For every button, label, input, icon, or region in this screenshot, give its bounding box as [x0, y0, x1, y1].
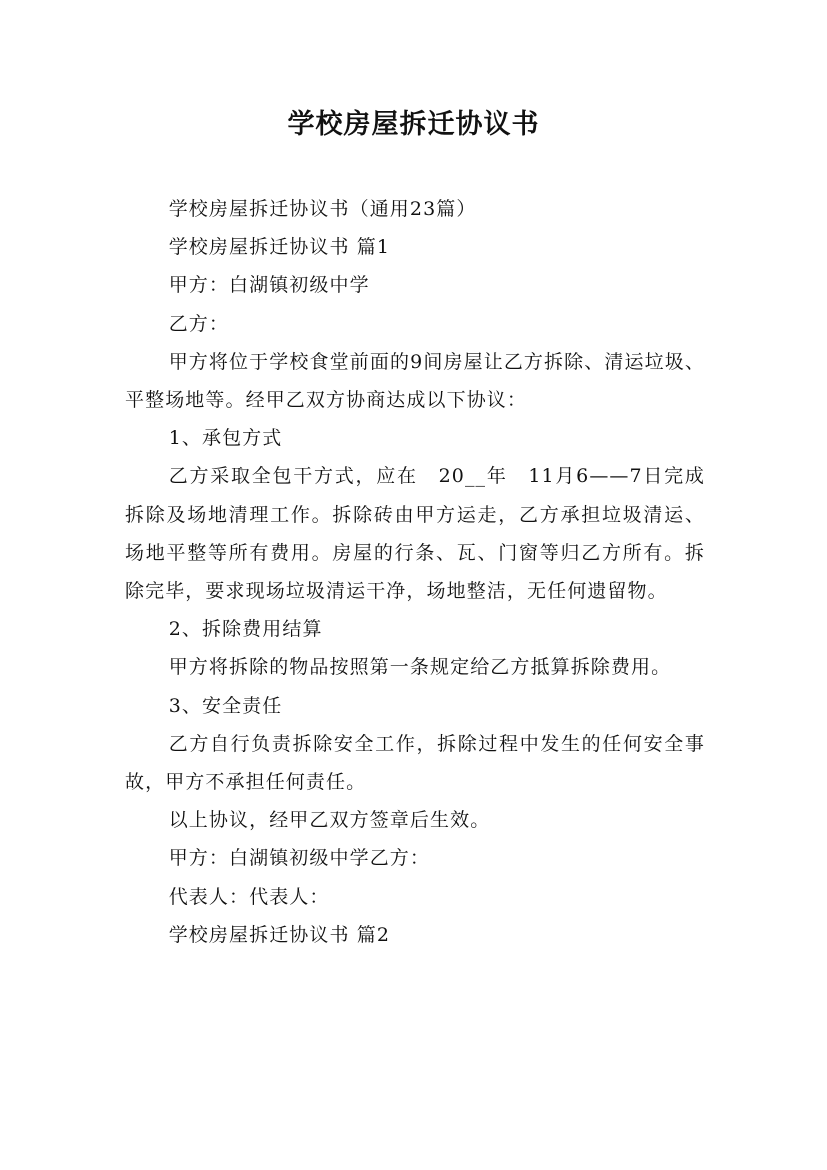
effective-clause: 以上协议，经甲乙双方签章后生效。	[168, 809, 491, 832]
intro-paragraph: 甲方将位于学校食堂前面的9间房屋让乙方拆除、清运垃圾、平整场地等。经甲乙双方协商达成以下协议：	[125, 350, 705, 412]
safety-paragraph: 乙方自行负责拆除安全工作，拆除过程中发生的任何安全事故，甲方不承担任何责任。	[125, 732, 705, 794]
party-a-line: 甲方：白湖镇初级中学	[168, 274, 370, 297]
doc-heading-part-1: 学校房屋拆迁协议书 篇1	[168, 236, 391, 259]
document-body	[125, 190, 705, 954]
contract-method-paragraph: 乙方采取全包干方式，应在 20__年 11月6——7日完成拆除及场地清理工作。拆除砖由甲方运走，乙方承担垃圾清运、场地平整等所有费用。房屋的行条、瓦、门窗等归乙方所有。拆除完毕，要求现场垃圾清运干净，场地整洁，无任何遗留物。	[125, 465, 705, 603]
section-heading-contract-method: 1、承包方式	[168, 427, 283, 450]
section-heading-safety: 3、安全责任	[168, 694, 283, 717]
section-heading-fee-settlement: 2、拆除费用结算	[168, 618, 323, 641]
signature-parties-line: 甲方：白湖镇初级中学乙方：	[168, 847, 430, 870]
party-b-line: 乙方：	[168, 312, 229, 335]
doc-heading-collection: 学校房屋拆迁协议书（通用23篇）	[168, 198, 477, 220]
document-title: 学校房屋拆迁协议书	[287, 109, 540, 140]
fee-settlement-paragraph: 甲方将拆除的物品按照第一条规定给乙方抵算拆除费用。	[168, 656, 672, 679]
signature-representatives-line: 代表人：代表人：	[168, 885, 330, 908]
doc-heading-part-2: 学校房屋拆迁协议书 篇2	[168, 923, 391, 946]
